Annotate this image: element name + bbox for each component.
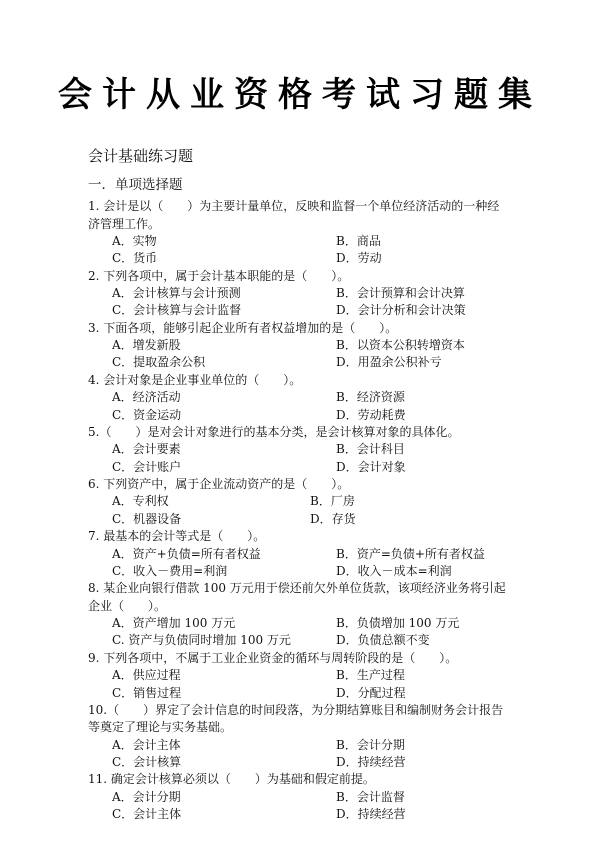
option-a: A．实物 xyxy=(112,234,157,248)
option-b: B．以资本公积转增资本 xyxy=(336,338,465,353)
option-row xyxy=(88,615,528,632)
question-1 xyxy=(88,198,528,268)
question-stem: 7. 最基本的会计等式是（ ）。 xyxy=(88,529,266,544)
option-row xyxy=(88,233,528,250)
option-b: B．生产过程 xyxy=(336,668,405,683)
question-11 xyxy=(88,771,528,823)
option-row xyxy=(88,511,528,528)
option-row xyxy=(88,250,528,267)
question-stem: 等奠定了理论与实务基础。 xyxy=(88,720,233,735)
option-row xyxy=(88,302,528,319)
option-row xyxy=(88,337,528,354)
question-stem: 10.（ ）界定了会计信息的时间段落，为分期结算账目和编制财务会计报告 xyxy=(88,702,504,717)
option-a: A．供应过程 xyxy=(112,668,181,683)
question-stem: 3. 下面各项，能够引起企业所有者权益增加的是（ ）。 xyxy=(88,320,398,335)
option-row xyxy=(88,407,528,424)
option-c: C．机器设备 xyxy=(112,511,182,526)
question-8 xyxy=(88,580,528,650)
option-a: A．资产+负债=所有者权益 xyxy=(112,546,261,561)
question-3 xyxy=(88,320,528,372)
option-b: B．负债增加 100 万元 xyxy=(336,616,460,631)
option-c: C．资金运动 xyxy=(112,407,182,422)
question-10 xyxy=(88,702,528,772)
option-d: D．负债总额不变 xyxy=(336,633,430,648)
option-b: B．资产=负债+所有者权益 xyxy=(336,546,485,561)
option-d: D．会计分析和会计决策 xyxy=(336,303,466,318)
option-d: D．劳动耗费 xyxy=(336,407,406,422)
question-stem: 企业（ ）。 xyxy=(88,598,167,613)
option-b: B．会计监督 xyxy=(336,789,405,804)
option-c: C．货币 xyxy=(112,251,158,266)
option-row xyxy=(88,493,528,510)
question-4 xyxy=(88,372,528,424)
option-d: D．持续经营 xyxy=(336,807,406,822)
option-row xyxy=(88,685,528,702)
option-a: A．会计主体 xyxy=(112,737,181,752)
option-b: B．经济资源 xyxy=(336,390,405,405)
question-stem: 2. 下列各项中，属于会计基本职能的是（ ）。 xyxy=(88,268,350,283)
option-row xyxy=(88,632,528,649)
option-c: C．会计主体 xyxy=(112,807,182,822)
option-b: B．会计分期 xyxy=(336,737,405,752)
option-c: C. 资产与负债同时增加 100 万元 xyxy=(112,633,291,648)
option-row xyxy=(88,737,528,754)
question-stem: 6. 下列资产中，属于企业流动资产的是（ ）。 xyxy=(88,476,350,491)
option-d: D．劳动 xyxy=(336,251,382,266)
question-7 xyxy=(88,528,528,580)
option-row xyxy=(88,563,528,580)
question-stem: 1. 会计是以（ ）为主要计量单位，反映和监督一个单位经济活动的一种经 xyxy=(88,199,500,213)
option-a: A．专利权 xyxy=(112,494,169,509)
option-d: D．持续经营 xyxy=(336,755,406,770)
option-c: C．会计账户 xyxy=(112,459,182,474)
option-a: A．资产增加 100 万元 xyxy=(112,616,236,631)
option-b: B．商品 xyxy=(336,234,381,248)
option-c: C．收入－费用=利润 xyxy=(112,563,228,578)
option-row xyxy=(88,806,528,823)
option-row xyxy=(88,354,528,371)
option-row xyxy=(88,441,528,458)
subtitle: 会计基础练习题 xyxy=(88,147,194,165)
option-d: D．分配过程 xyxy=(336,685,406,700)
question-stem: 9. 下列各项中，不属于工业企业资金的循环与周转阶段的是（ ）。 xyxy=(88,650,458,665)
option-b: B．厂房 xyxy=(310,494,355,509)
question-stem: 5.（ ）是对会计对象进行的基本分类，是会计核算对象的具体化。 xyxy=(88,424,460,439)
option-a: A．经济活动 xyxy=(112,390,181,405)
question-list xyxy=(88,198,528,824)
option-a: A．增发新股 xyxy=(112,338,181,353)
question-stem: 11. 确定会计核算必须以（ ）为基础和假定前提。 xyxy=(88,772,375,787)
option-row xyxy=(88,389,528,406)
document-title: 会计从业资格考试习题集 xyxy=(58,75,542,115)
option-c: C．销售过程 xyxy=(112,685,182,700)
question-stem: 4. 会计对象是企业事业单位的（ ）。 xyxy=(88,372,302,387)
question-5 xyxy=(88,424,528,476)
option-d: D．收入－成本=利润 xyxy=(336,563,452,578)
question-6 xyxy=(88,476,528,528)
option-c: C．会计核算与会计监督 xyxy=(112,303,242,318)
option-row xyxy=(88,546,528,563)
question-stem: 济管理工作。 xyxy=(88,216,161,231)
option-b: B．会计预算和会计决算 xyxy=(336,286,465,301)
question-9 xyxy=(88,650,528,702)
option-c: C．提取盈余公积 xyxy=(112,355,206,370)
question-2 xyxy=(88,268,528,320)
option-row xyxy=(88,667,528,684)
option-row xyxy=(88,754,528,771)
option-a: A．会计分期 xyxy=(112,789,181,804)
option-d: D．用盈余公积补亏 xyxy=(336,355,442,370)
option-d: D．会计对象 xyxy=(336,459,406,474)
option-a: A．会计要素 xyxy=(112,442,181,457)
question-stem: 8. 某企业向银行借款 100 万元用于偿还前欠外单位货款，该项经济业务将引起 xyxy=(88,581,506,596)
option-d: D．存货 xyxy=(310,511,356,526)
option-a: A．会计核算与会计预测 xyxy=(112,286,241,301)
option-row xyxy=(88,789,528,806)
option-row xyxy=(88,285,528,302)
option-row xyxy=(88,459,528,476)
section-heading: 一．单项选择题 xyxy=(88,177,183,193)
option-c: C．会计核算 xyxy=(112,755,182,770)
option-b: B．会计科目 xyxy=(336,442,405,457)
